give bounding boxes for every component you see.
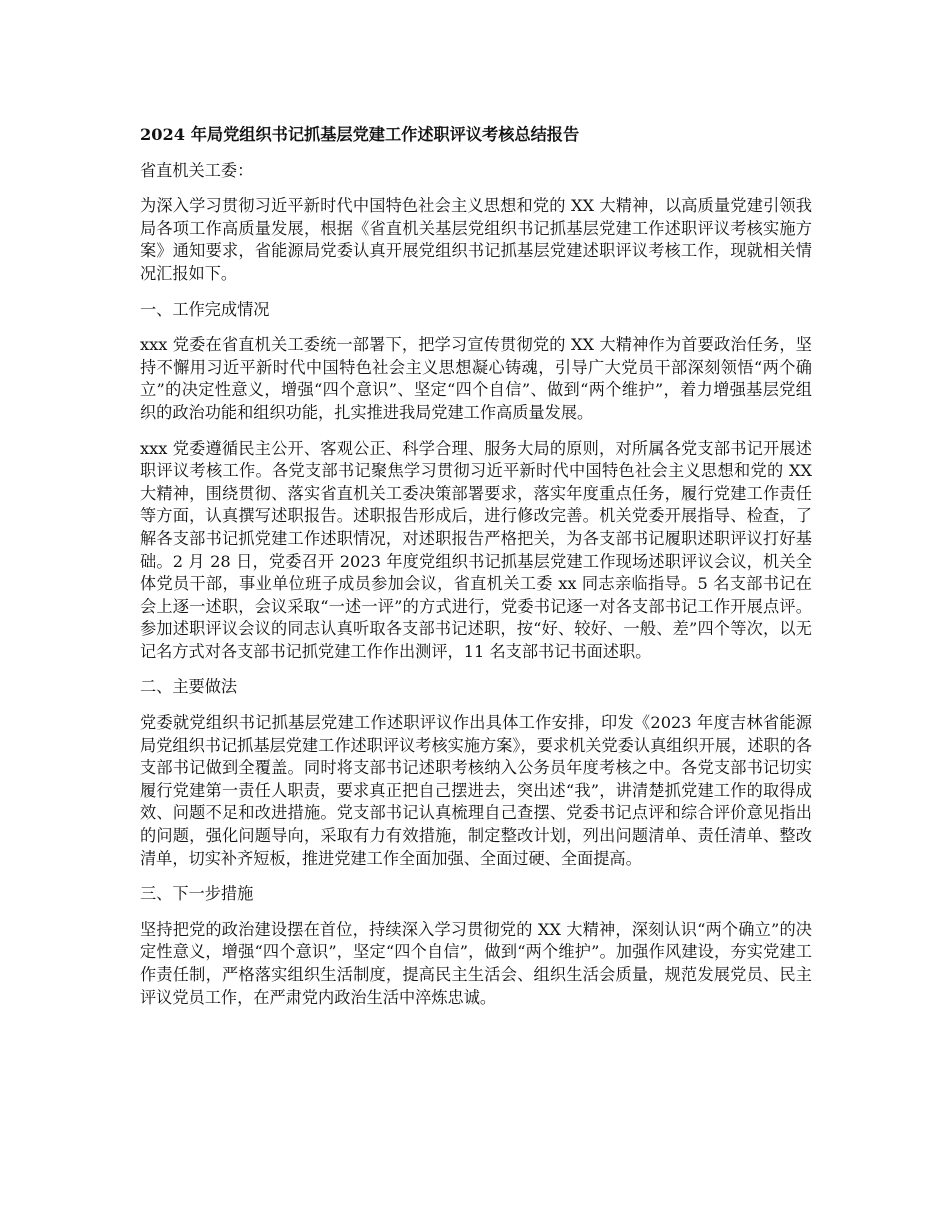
intro-paragraph: 为深入学习贯彻习近平新时代中国特色社会主义思想和党的 XX 大精神，以高质量党建引领我局各项工作高质量发展，根据《省直机关基层党组织书记抓基层党建工作述职评议考核实施方案》通知要求，省能源局党委认真开展党组织书记抓基层党建述职评议考核工作，现就相关情况汇报如下。 [140,196,812,283]
section-heading-next-steps: 三、下一步措施 [140,884,254,904]
salutation: 省直机关工委： [140,160,254,180]
paragraph: xxx 党委在省直机关工委统一部署下，把学习宣传贯彻党的 XX 大精神作为首要政治任务，坚持不懈用习近平新时代中国特色社会主义思想凝心铸魂，引导广大党员干部深刻领悟“两个确立”的决定性意义，增强“四个意识”、坚定“四个自信”、做到“两个维护”，着力增强基层党组织的政治功能和组织功能，扎实推进我局党建工作高质量发展。 [140,335,812,422]
document-title: 2024 年局党组织书记抓基层党建工作述职评议考核总结报告 [140,125,580,144]
section-heading-main-practices: 二、主要做法 [140,677,238,697]
document-page [140,124,812,1022]
paragraph: xxx 党委遵循民主公开、客观公正、科学合理、服务大局的原则，对所属各党支部书记开展述职评议考核工作。各党支部书记聚焦学习贯彻习近平新时代中国特色社会主义思想和党的 XX 大精神，围绕贯彻、落实省直机关工委决策部署要求，落实年度重点任务，履行党建工作责任等方面，认真撰写述职报告。述职报告形成后，进行修改完善。机关党委开展指导、检查，了解各支部书记抓党建工作述职情况，对述职报告严格把关，为各支部书记履职述职评议打好基础。2 月 28 日，党委召开 2023 年度党组织书记抓基层党建工作现场述职评议会议，机关全体党员干部，事业单位班子成员参加会议，省直机关工委 xx 同志亲临指导。5 名支部书记在会上逐一述职，会议采取“一述一评”的方式进行，党委书记逐一对各支部书记工作开展点评。参加述职评议会议的同志认真听取各支部书记述职，按“好、较好、一般、差”四个等次，以无记名方式对各支部书记抓党建工作作出测评，11 名支部书记书面述职。 [140,438,812,661]
section-heading-work-completion: 一、工作完成情况 [140,299,270,319]
paragraph: 党委就党组织书记抓基层党建工作述职评议作出具体工作安排，印发《2023 年度吉林省能源局党组织书记抓基层党建工作述职评议考核实施方案》，要求机关党委认真组织开展，述职的各支部书记做到全覆盖。同时将支部书记述职考核纳入公务员年度考核之中。各党支部书记切实履行党建第一责任人职责，要求真正把自己摆进去，突出述“我”，讲清楚抓党建工作的取得成效、问题不足和改进措施。党支部书记认真梳理自己查摆、党委书记点评和综合评价意见指出的问题，强化问题导向，采取有力有效措施，制定整改计划，列出问题清单、责任清单、整改清单，切实补齐短板，推进党建工作全面加强、全面过硬、全面提高。 [140,713,812,868]
paragraph: 坚持把党的政治建设摆在首位，持续深入学习贯彻党的 XX 大精神，深刻认识“两个确立”的决定性意义，增强“四个意识”，坚定“四个自信”，做到“两个维护”。加强作风建设，夯实党建工作责任制，严格落实组织生活制度，提高民主生活会、组织生活会质量，规范发展党员、民主评议党员工作，在严肃党内政治生活中淬炼忠诚。 [140,919,812,1007]
